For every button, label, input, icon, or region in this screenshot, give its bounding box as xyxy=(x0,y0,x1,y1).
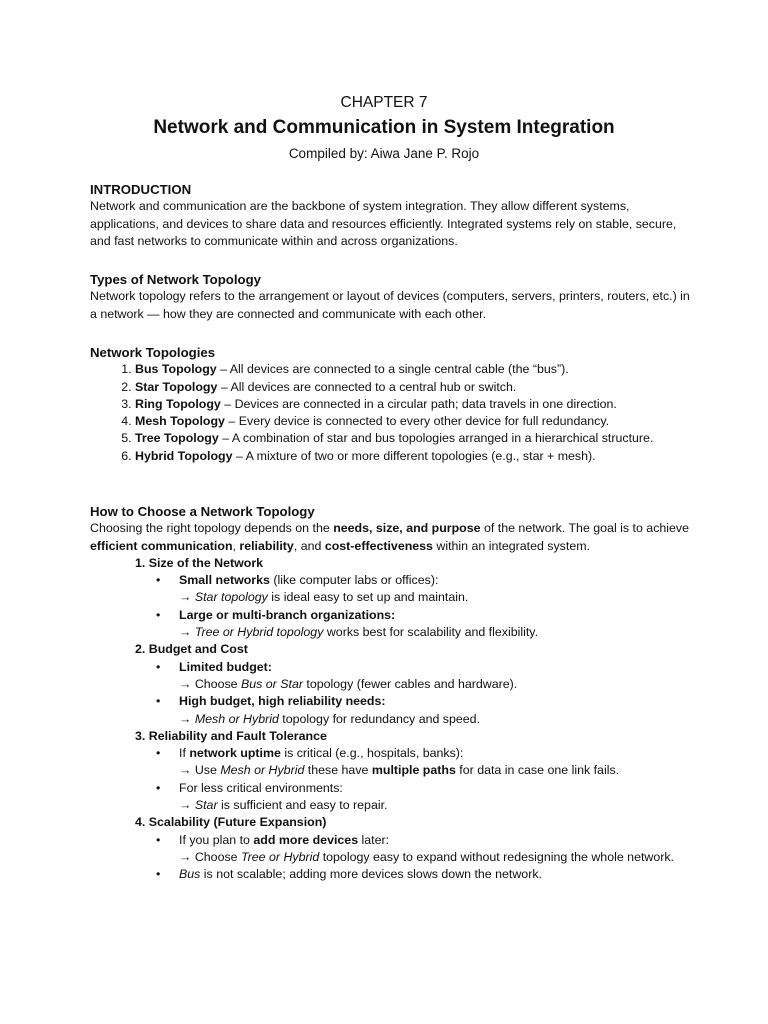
list-item: • Small networks (like computer labs or offices): → Star topology is ideal easy to set up and maintain. xyxy=(156,573,469,605)
list-item: • If you plan to add more devices later: → Choose Tree or Hybrid topology easy to expand without redesigning the whole network. xyxy=(156,832,675,864)
topologies-heading: Network Topologies xyxy=(90,345,216,360)
criterion-size-list xyxy=(135,572,690,641)
list-item: • If network uptime is critical (e.g., hospitals, banks): → Use Mesh or Hybrid these have multiple paths for data in case one link fails. xyxy=(156,746,620,778)
types-section xyxy=(90,271,690,323)
types-text: Network topology refers to the arrangement or layout of devices (computers, servers, printers, routers, etc.) in a network — how they are connected and communicate with each other. xyxy=(90,289,690,321)
criterion-reliability-list xyxy=(135,745,690,814)
list-item: 5. Tree Topology – A combination of star and bus topologies arranged in a hierarchical structure. xyxy=(135,430,690,447)
introduction-text: Network and communication are the backbone of system integration. They allow different systems, applications, and devices to share data and resources efficiently. Integrated systems rely on stable, secure, and fast networks to communicate within and across organizations. xyxy=(90,199,677,248)
criterion-reliability-title: 3. Reliability and Fault Tolerance xyxy=(135,728,327,743)
criterion-scalability-list xyxy=(135,832,690,884)
list-item: • High budget, high reliability needs: → Mesh or Hybrid topology for redundancy and speed. xyxy=(156,694,481,726)
list-item: • For less critical environments: → Star is sufficient and easy to repair. xyxy=(156,780,388,813)
chapter-label: CHAPTER 7 xyxy=(340,94,428,111)
list-item: 6. Hybrid Topology – A mixture of two or more different topologies (e.g., star + mesh). xyxy=(135,448,690,465)
list-item: • Limited budget: → Choose Bus or Star topology (fewer cables and hardware). xyxy=(156,659,518,691)
list-item: 3. Ring Topology – Devices are connected in a circular path; data travels in one direction. xyxy=(135,396,690,413)
choose-section xyxy=(90,503,690,884)
list-item: 2. Star Topology – All devices are connected to a central hub or switch. xyxy=(135,379,690,396)
list-item: • Large or multi-branch organizations: → Tree or Hybrid topology works best for scalability and flexibility. xyxy=(156,607,539,640)
introduction-heading: INTRODUCTION xyxy=(90,182,192,197)
types-heading: Types of Network Topology xyxy=(90,272,261,287)
topologies-section xyxy=(90,344,690,465)
topologies-list xyxy=(90,361,690,465)
list-item: 1. Bus Topology – All devices are connected to a single central cable (the “bus”). xyxy=(135,361,690,378)
list-item: 4. Mesh Topology – Every device is connected to every other device for full redundancy. xyxy=(135,413,690,430)
author-line: Compiled by: Aiwa Jane P. Rojo xyxy=(288,146,480,161)
criterion-budget-title: 2. Budget and Cost xyxy=(135,642,248,657)
criterion-size-title: 1. Size of the Network xyxy=(135,555,264,570)
document-title: Network and Communication in System Integration xyxy=(153,117,615,138)
introduction-section xyxy=(90,181,690,250)
choose-intro: Choosing the right topology depends on the needs, size, and purpose of the network. The goal is to achieve efficient communication, reliability, and cost-effectiveness within an integrated system. xyxy=(90,521,690,553)
criterion-budget-list xyxy=(135,659,690,728)
criteria-list xyxy=(90,555,690,884)
criterion-scalability-title: 4. Scalability (Future Expansion) xyxy=(135,815,327,830)
choose-heading: How to Choose a Network Topology xyxy=(90,504,315,519)
list-item: • Bus is not scalable; adding more devices slows down the network. xyxy=(156,867,542,882)
